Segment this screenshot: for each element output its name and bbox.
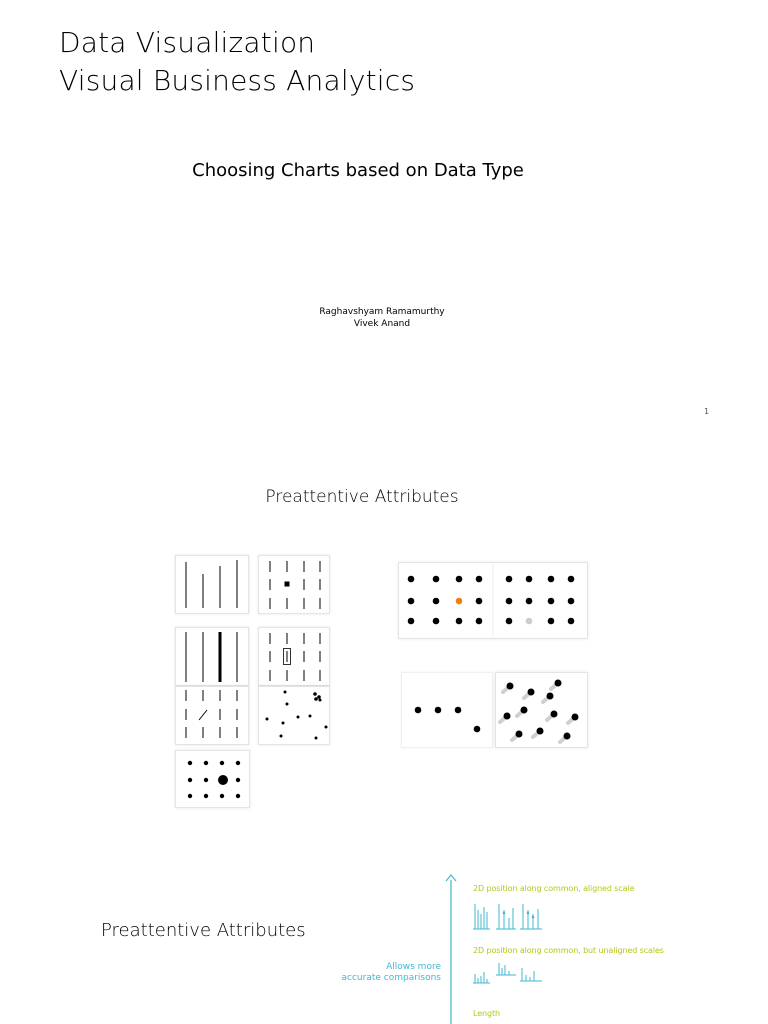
hierarchy-item-unaligned-position: 2D position along common, but unaligned scales (473, 946, 664, 955)
hierarchy-item-length: Length (473, 1009, 500, 1018)
accuracy-label-line-1: Allows more (386, 962, 441, 972)
accuracy-arrow-icon (444, 872, 458, 1024)
length-lines-figure (176, 556, 248, 613)
motion-attribute-panel (495, 672, 588, 748)
accuracy-label-line-2: accurate comparisons (341, 973, 441, 983)
width-lines-figure (176, 628, 248, 685)
title-line-1: Data Visualization (59, 26, 316, 59)
slide-2-title: Preattentive Attributes (265, 487, 459, 507)
accuracy-label (342, 962, 442, 984)
title-line-2: Visual Business Analytics (59, 64, 416, 97)
page-number: 1 (704, 407, 710, 416)
added-mark-attribute-panel (258, 555, 330, 614)
author-name-2: Vivek Anand (353, 319, 411, 329)
enclosure-attribute-panel (258, 627, 330, 686)
width-attribute-panel (175, 627, 249, 686)
spatial-grouping-attribute-panel (258, 686, 330, 745)
enclosure-figure (259, 628, 329, 685)
hierarchy-item-aligned-position: 2D position along common, aligned scale (473, 884, 635, 893)
orientation-figure (176, 687, 248, 744)
color-attribute-panel (398, 562, 588, 639)
orientation-attribute-panel (175, 686, 249, 745)
size-dots-figure (176, 751, 249, 807)
added-mark-figure (259, 556, 329, 613)
unaligned-scale-bars-icon (472, 960, 544, 984)
size-attribute-panel (175, 750, 250, 808)
intensity-highlight-dot (526, 618, 533, 625)
hue-highlight-dot (456, 598, 463, 605)
subtitle: Choosing Charts based on Data Type (192, 160, 524, 181)
color-dots-figure (399, 563, 587, 638)
position-dots-figure (402, 673, 492, 747)
slide-3-title: Preattentive Attributes (101, 920, 306, 941)
aligned-scale-bars-icon (472, 900, 544, 930)
length-attribute-panel (175, 555, 249, 614)
motion-dots-figure (496, 673, 587, 747)
scattered-dots-figure (259, 687, 329, 744)
author-name-1: Raghavshyam Ramamurthy (319, 307, 445, 317)
perceptual-accuracy-hierarchy (341, 872, 668, 1024)
position-attribute-panel (401, 672, 493, 748)
